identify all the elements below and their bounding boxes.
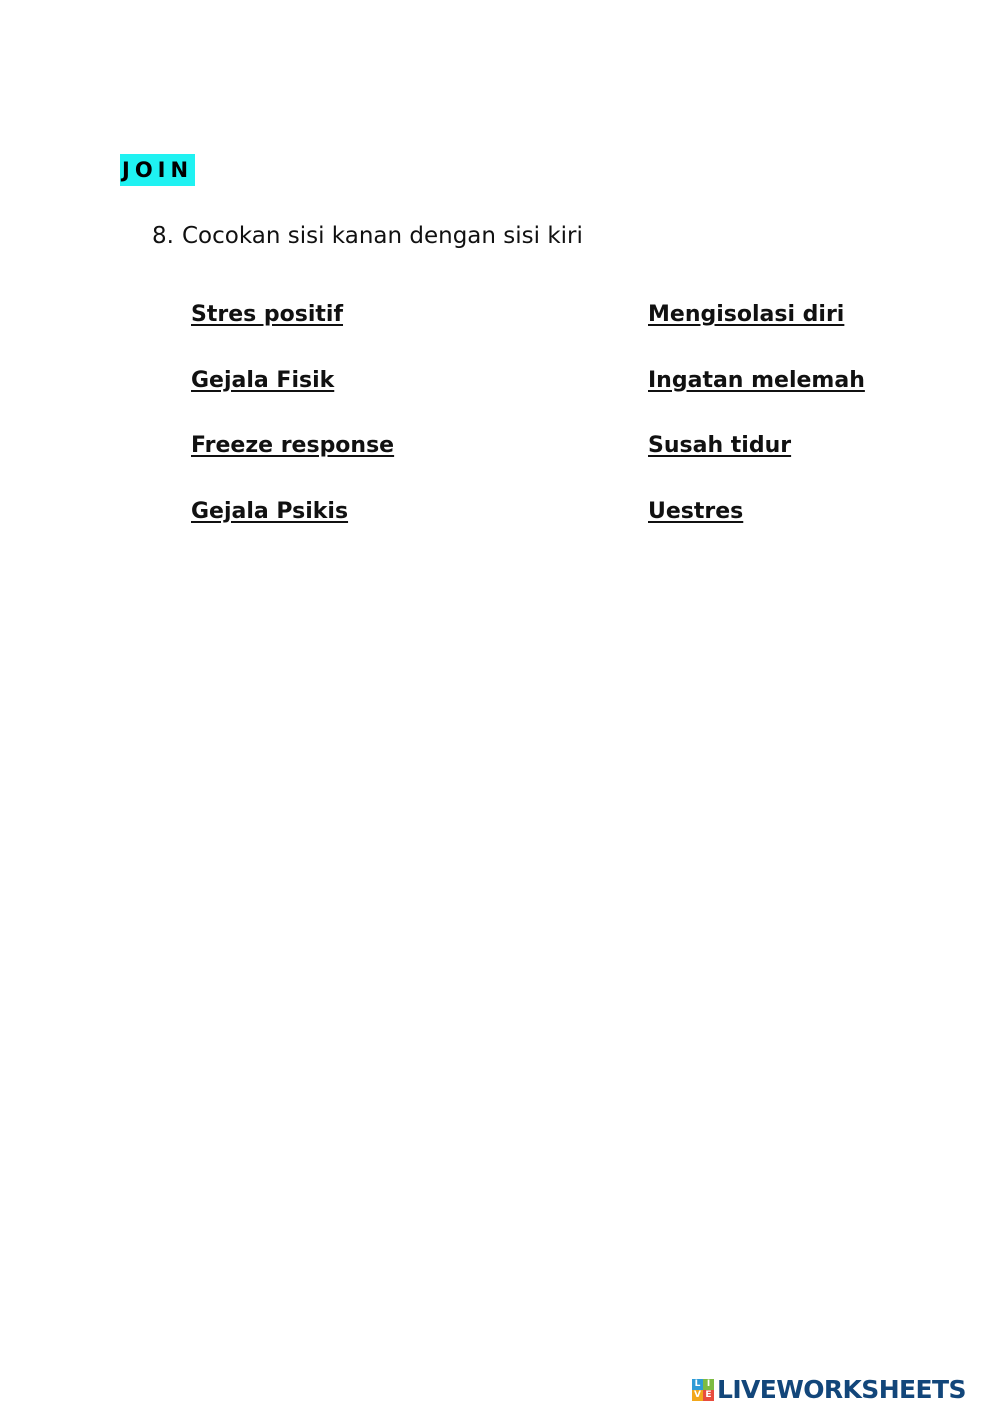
logo-mark-letter: V <box>692 1390 703 1401</box>
right-item[interactable]: Uestres <box>648 498 744 524</box>
left-item[interactable]: Freeze response <box>191 433 395 459</box>
question-text: Cocokan sisi kanan dengan sisi kiri <box>182 223 583 249</box>
question-number: 8. <box>152 223 174 249</box>
left-item[interactable]: Gejala Psikis <box>191 498 349 524</box>
section-tag: JOIN <box>120 154 195 186</box>
right-item[interactable]: Susah tidur <box>648 433 792 459</box>
right-item[interactable]: Mengisolasi diri <box>648 302 845 327</box>
left-column <box>191 297 394 559</box>
right-item[interactable]: Ingatan melemah <box>648 367 865 393</box>
logo-text: LIVEWORKSHEETS <box>717 1375 966 1404</box>
liveworksheets-logo <box>692 1374 966 1406</box>
left-item[interactable]: Gejala Fisik <box>191 367 335 393</box>
question <box>152 220 583 252</box>
logo-mark-letter: I <box>703 1379 714 1390</box>
left-item[interactable]: Stres positif <box>191 302 344 327</box>
liveworksheets-mark-icon <box>692 1379 714 1401</box>
right-column <box>648 297 865 559</box>
logo-mark-letter: L <box>692 1379 703 1390</box>
logo-mark-letter: E <box>703 1390 714 1401</box>
